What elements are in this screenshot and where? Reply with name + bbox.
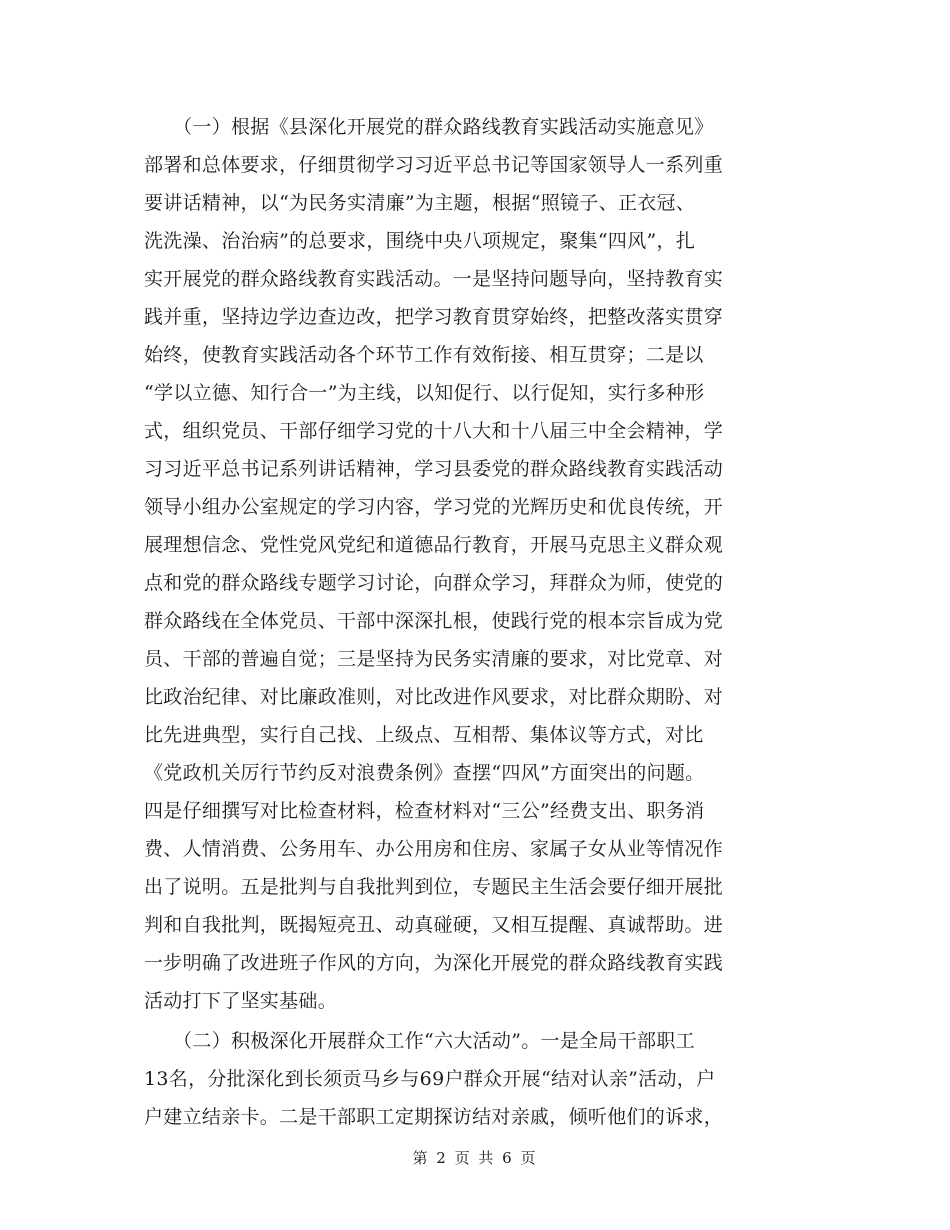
text-line: 实开展党的群众路线教育实践活动。一是坚持问题导向，坚持教育实 <box>144 268 724 290</box>
text-line: 员、干部的普遍自觉；三是坚持为民务实清廉的要求，对比党章、对 <box>144 648 724 670</box>
paragraph-1 <box>144 108 804 1020</box>
text-line: 户建立结亲卡。二是干部职工定期探访结对亲戚，倾听他们的诉求， <box>144 1106 724 1128</box>
text-line: 比政治纪律、对比廉政准则，对比改进作风要求，对比群众期盼、对 <box>144 686 724 708</box>
text-line: 践并重，坚持边学边查边改，把学习教育贯穿始终，把整改落实贯穿 <box>144 306 724 328</box>
text-line: 四是仔细撰写对比检查材料，检查材料对“三公”经费支出、职务消 <box>144 800 705 822</box>
document-body <box>144 108 804 1136</box>
text-line: 比先进典型，实行自己找、上级点、互相帮、集体议等方式，对比 <box>144 724 704 746</box>
text-line: 群众路线在全体党员、干部中深深扎根，使践行党的根本宗旨成为党 <box>144 610 724 632</box>
text-line: 点和党的群众路线专题学习讨论，向群众学习，拜群众为师，使党的 <box>144 572 724 594</box>
text-line: 展理想信念、党性党风党纪和道德品行教育，开展马克思主义群众观 <box>144 534 724 556</box>
paragraph-2 <box>144 1022 804 1136</box>
text-line: 判和自我批判，既揭短亮丑、动真碰硬，又相互提醒、真诚帮助。进 <box>144 914 724 936</box>
text-line: 费、人情消费、公务用车、办公用房和住房、家属子女从业等情况作 <box>144 838 724 860</box>
text-line: 部署和总体要求，仔细贯彻学习习近平总书记等国家领导人一系列重 <box>144 154 724 176</box>
text-line: 领导小组办公室规定的学习内容，学习党的光辉历史和优良传统，开 <box>144 496 724 518</box>
page-number-footer: 第 2 页 共 6 页 <box>412 1149 538 1167</box>
text-line: 一步明确了改进班子作风的方向，为深化开展党的群众路线教育实践 <box>144 952 724 974</box>
text-line: 洗洗澡、治治病”的总要求，围绕中央八项规定，聚集“四风”，扎 <box>144 230 696 252</box>
text-line: 始终，使教育实践活动各个环节工作有效衔接、相互贯穿；二是以 <box>144 344 704 366</box>
text-line: 出了说明。五是批判与自我批判到位，专题民主生活会要仔细开展批 <box>144 876 724 898</box>
text-line: （二）积极深化开展群众工作“六大活动”。一是全局干部职工 <box>144 1030 695 1052</box>
text-line: 式，组织党员、干部仔细学习党的十八大和十八届三中全会精神，学 <box>144 420 724 442</box>
text-line: 习习近平总书记系列讲话精神，学习县委党的群众路线教育实践活动 <box>144 458 724 480</box>
text-line: （一）根据《县深化开展党的群众路线教育实践活动实施意见》 <box>144 116 714 138</box>
text-line: “学以立德、知行合一”为主线，以知促行、以行促知，实行多种形 <box>144 382 705 404</box>
text-line: 要讲话精神，以“为民务实清廉”为主题，根据“照镜子、正衣冠、 <box>144 192 696 214</box>
text-line: 《党政机关厉行节约反对浪费条例》查摆“四风”方面突出的问题。 <box>144 762 705 784</box>
text-line: 活动打下了坚实基础。 <box>144 990 338 1012</box>
text-line: 13名，分批深化到长须贡马乡与69户群众开展“结对认亲”活动，户 <box>144 1068 716 1090</box>
